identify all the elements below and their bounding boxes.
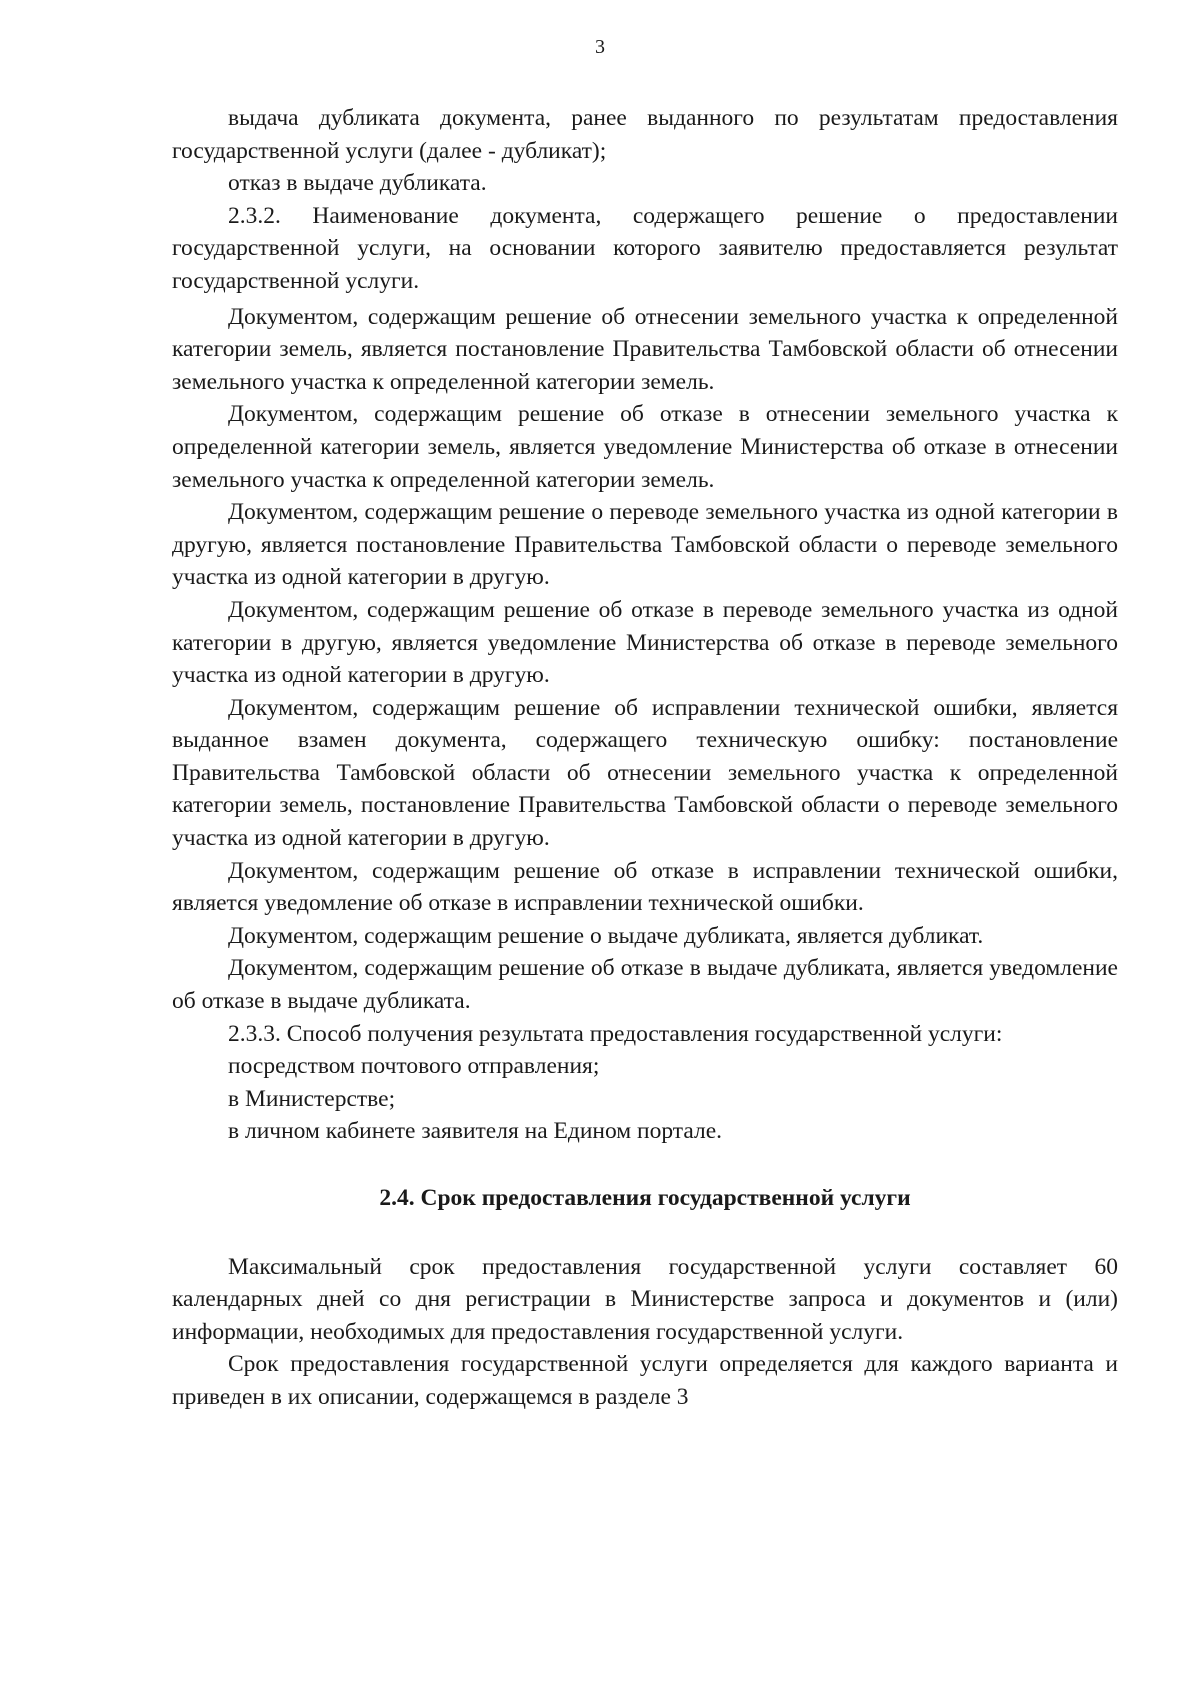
list-item: в Министерстве; <box>228 1085 396 1112</box>
document-body <box>172 102 1118 1414</box>
paragraph: 2.3.2. Наименование документа, содержащего решение о предоставлении государственной услуги, на основании которого заявителю предоставляется результат государственной услуги. <box>172 202 1118 294</box>
paragraph: Документом, содержащим решение об отказе в исправлении технической ошибки, является уведомление об отказе в исправлении технической ошибки. <box>172 857 1118 917</box>
paragraph: Документом, содержащим решение об отнесении земельного участка к определенной категории земель, является постановление Правительства Тамбовской области об отнесении земельного участка к определенной категории земель. <box>172 303 1118 395</box>
paragraph: Документом, содержащим решение о выдаче дубликата, является дубликат. <box>228 922 984 949</box>
paragraph: Документом, содержащим решение об отказе в отнесении земельного участка к определенной категории земель, является уведомление Министерства об отказе в отнесении земельного участка к определенной категории земель. <box>172 401 1118 493</box>
paragraph: выдача дубликата документа, ранее выданного по результатам предоставления государственной услуги (далее - дубликат); <box>172 105 1118 164</box>
page-number: 3 <box>595 36 605 58</box>
paragraph: 2.3.3. Способ получения результата предоставления государственной услуги: <box>228 1020 1003 1047</box>
paragraph: Документом, содержащим решение об отказе в выдаче дубликата, является уведомление об отказе в выдаче дубликата. <box>172 955 1118 1015</box>
paragraph: отказ в выдаче дубликата. <box>228 170 487 197</box>
list-item: посредством почтового отправления; <box>228 1053 600 1080</box>
paragraph: Документом, содержащим решение об исправлении технической ошибки, является выданное взамен документа, содержащего техническую ошибку: постановление Правительства Тамбовской области об отнесении земельного участка к определенной категории земель, постановление Правительства Тамбовской области о переводе земельного участка из одной категории в другую. <box>172 694 1118 852</box>
paragraph: Максимальный срок предоставления государственной услуги составляет 60 календарных дней со дня регистрации в Министерстве запроса и документов и (или) информации, необходимых для предоставления государственной услуги. <box>172 1253 1118 1345</box>
section-heading: 2.4. Срок предоставления государственной услуги <box>379 1185 911 1211</box>
paragraph: Документом, содержащим решение об отказе в переводе земельного участка из одной категории в другую, является уведомление Министерства об отказе в переводе земельного участка из одной категории в другую. <box>172 596 1118 689</box>
paragraph: Документом, содержащим решение о переводе земельного участка из одной категории в другую, является постановление Правительства Тамбовской области о переводе земельного участка из одной категории в другую. <box>172 499 1118 591</box>
paragraph: Срок предоставления государственной услуги определяется для каждого варианта и приведен в их описании, содержащемся в разделе 3 <box>172 1351 1118 1410</box>
list-item: в личном кабинете заявителя на Едином портале. <box>228 1118 723 1145</box>
